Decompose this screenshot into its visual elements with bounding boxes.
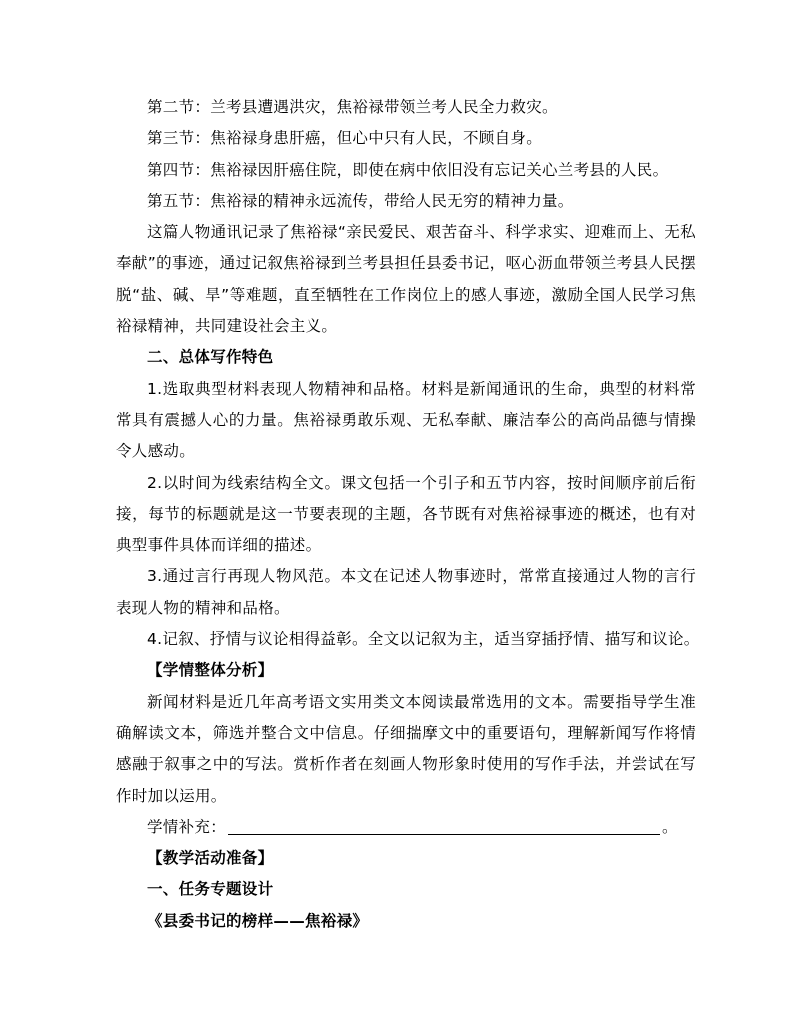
preparation-heading: 【教学活动准备】	[147, 849, 274, 868]
feature-item-3: 3.通过言行再现人物风范。本文在记述人物事迹时，常常直接通过人物的言行表现人物的精神和品格。	[116, 567, 696, 617]
supplement-label: 学情补充：	[147, 817, 227, 836]
supplement-blank[interactable]	[228, 816, 660, 835]
section-item-4: 第四节：焦裕禄因肝癌住院，即使在病中依旧没有忘记关心兰考县的人民。	[147, 160, 669, 179]
task-design-heading: 一、任务专题设计	[147, 880, 274, 899]
section-item-2: 第二节：兰考县遭遇洪灾，焦裕禄带领兰考人民全力救灾。	[147, 98, 558, 116]
writing-features-heading: 二、总体写作特色	[147, 348, 274, 367]
feature-item-4: 4.记叙、抒情与议论相得益彰。全文以记叙为主，适当穿插抒情、描写和议论。	[147, 630, 700, 649]
topic-title: 《县委书记的榜样——焦裕禄》	[147, 911, 369, 930]
supplement-end: 。	[662, 817, 678, 836]
section-item-3: 第三节：焦裕禄身患肝癌，但心中只有人民，不顾自身。	[147, 129, 543, 148]
analysis-paragraph: 新闻材料是近几年高考语文实用类文本阅读最常选用的文本。需要指导学生准确解读文本，筛选并整合文中信息。仔细揣摩文中的重要语句，理解新闻写作将情感融于叙事之中的写法。赏析作者在刻画人物形象时使用的写作手法，并尝试在写作时加以运用。	[116, 692, 696, 805]
analysis-heading: 【学情整体分析】	[147, 661, 274, 680]
feature-item-1: 1.选取典型材料表现人物精神和品格。材料是新闻通讯的生命，典型的材料常常具有震撼人心的力量。焦裕禄勇敢乐观、无私奉献、廉洁奉公的高尚品德与情操令人感动。	[116, 379, 696, 461]
supplement-line	[116, 812, 696, 843]
section-item-5: 第五节：焦裕禄的精神永远流传，带给人民无穷的精神力量。	[147, 191, 574, 210]
summary-paragraph: 这篇人物通讯记录了焦裕禄“亲民爱民、艰苦奋斗、科学求实、迎难而上、无私奉献”的事迹，通过记叙焦裕禄到兰考县担任县委书记，呕心沥血带领兰考县人民摆脱“盐、碱、旱”等难题，直至牺牲在工作岗位上的感人事迹，激励全国人民学习焦裕禄精神，共同建设社会主义。	[116, 223, 696, 336]
feature-item-2: 2.以时间为线索结构全文。课文包括一个引子和五节内容，按时间顺序前后衔接，每节的标题就是这一节要表现的主题，各节既有对焦裕禄事迹的概述，也有对典型事件具体而详细的描述。	[116, 473, 696, 555]
document-body	[116, 92, 700, 937]
